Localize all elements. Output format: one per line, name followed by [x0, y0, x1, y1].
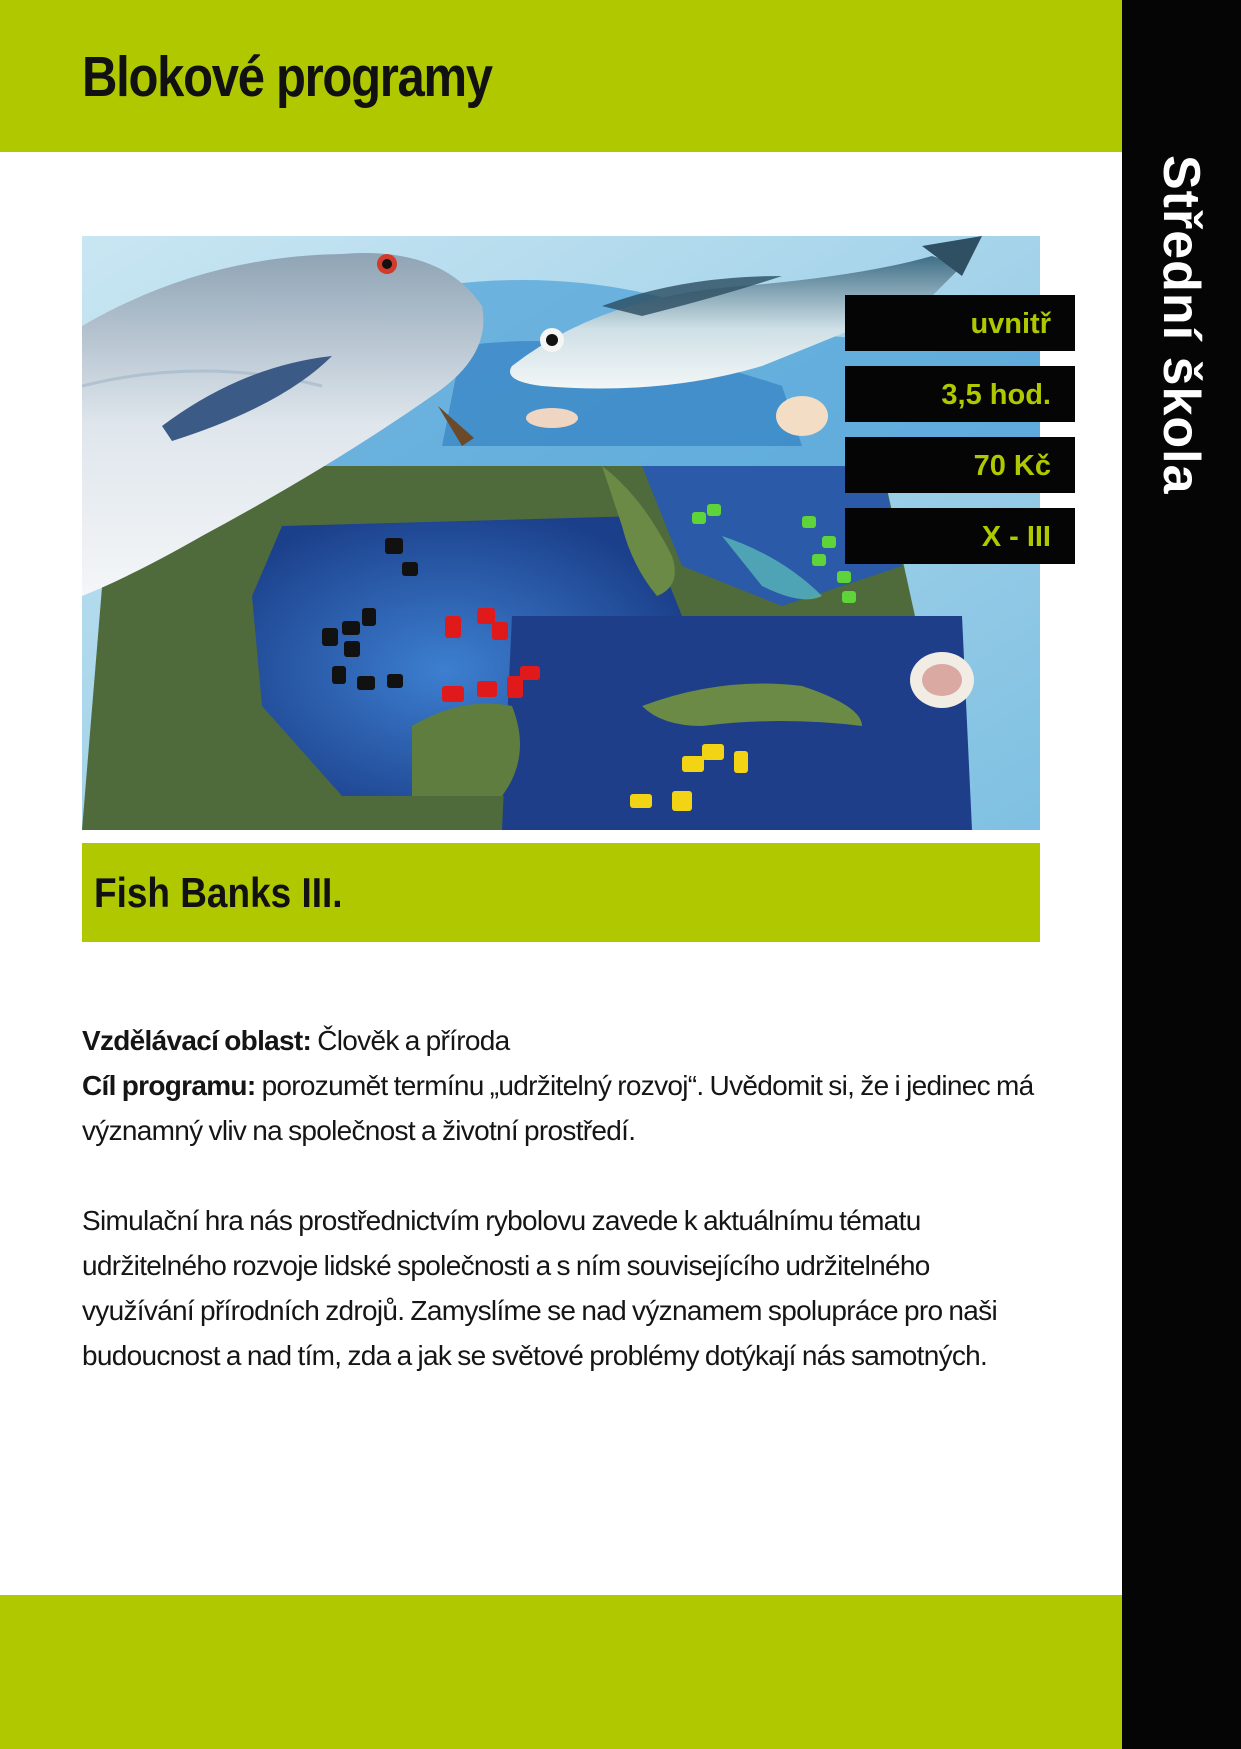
- area-line: [82, 1018, 1042, 1063]
- tag-duration: 3,5 hod.: [845, 366, 1075, 422]
- program-title: Fish Banks III.: [94, 869, 343, 916]
- goal-line: [82, 1063, 1042, 1153]
- tag-location: uvnitř: [845, 295, 1075, 351]
- footer-band: [0, 1595, 1122, 1749]
- program-tags: [845, 295, 1075, 579]
- tag-price: 70 Kč: [845, 437, 1075, 493]
- tag-grades: X - III: [845, 508, 1075, 564]
- goal-label: Cíl programu:: [82, 1070, 256, 1101]
- area-label: Vzdělávací oblast:: [82, 1025, 312, 1056]
- program-title-band: [82, 843, 1040, 942]
- header-band: [0, 0, 1122, 152]
- program-description: Simulační hra nás prostřednictvím rybolovu zavede k aktuálnímu tématu udržitelného rozvoje lidské společnosti a s ním souvisejícího udržitelného využívání přírodních zdrojů. Zamyslíme se nad významem spolupráce pro naši budoucnost a nad tím, zda a jak se světové problémy dotýkají nás samotných.: [82, 1205, 997, 1371]
- page-title: Blokové programy: [82, 45, 492, 109]
- area-value: Člověk a příroda: [317, 1025, 510, 1056]
- side-label: Střední škola: [1152, 155, 1210, 495]
- goal-value: porozumět termínu „udržitelný rozvoj“. Uvědomit si, že i jedinec má významný vliv na společnost a životní prostředí.: [82, 1070, 1034, 1146]
- program-info: [82, 1018, 1042, 1153]
